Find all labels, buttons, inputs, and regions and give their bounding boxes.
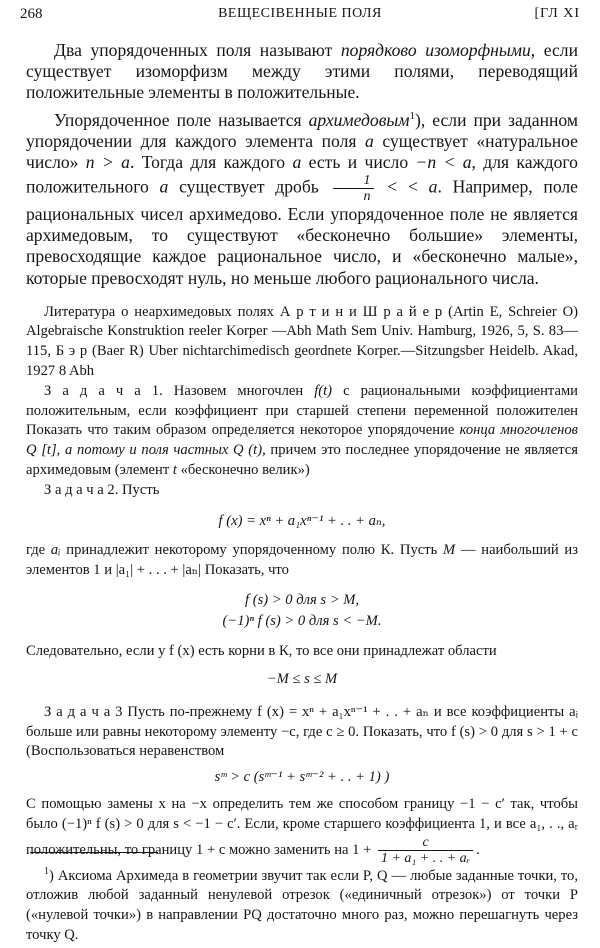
task-2: З а д а ч а 2. Пусть [44,482,160,499]
chapter-label: [ГЛ XI [534,6,580,21]
formula-positive-bound: f (s) > 0 для s > M, [245,591,359,608]
page-number: 268 [20,6,43,22]
footnote-mark: 1 [409,109,416,122]
formula-inequality: sᵐ > c (sᵐ⁻¹ + sᵐ⁻² + . . + 1) ) [214,768,390,785]
formula-sign-bound: (−1)ⁿ f (s) > 0 для s < −M. [222,613,382,630]
task-3: З а д а ч а 3 Пусть по-прежнему f (x) = xⁿ + a₁xⁿ⁻¹ + . . + aₙ и все коэффициенты aᵢ больше или равны некоторому элементу −c, где c ≥ 0. Показать, что f (s) > 0 для s > 1 + c (Воспользоваться неравенством [26,703,578,760]
fraction-one-over-n: $\frac{1}{n}$ [333,173,374,204]
page-body [26,40,578,866]
paragraph-literature: Литература о неархимедовых полях А р т и н и Ш р а й е р (Artin E, Schreier O) Algebraische Konstruktion reeler Korper —Abh Math Sem Univ. Hamburg, 1926, 5, S. 83—115, Б э р (Baer R) Uber nichtarchimedisch geordnete Korper.—Sitzungsber Heidelb. Akad, 1927 8 Abh [26,303,578,379]
term-order-isomorphic: порядково изоморфными [340,40,531,60]
term-archimedean: архимедовым [308,109,410,130]
task-3-body: С помощью замены x на −x определить тем же способом границу −1 − c′ так, чтобы было (−1)ⁿ f (s) > 0 для s < −1 − c′. Если, кроме старшего коэффициента 1, и все a₁, . ., aᵣ положительны, то границу 1 + c можно заменить на 1 + $\frac{c}{\text{1 + a₁ + . . + aᵣ}}$ . [26,796,578,866]
formula-root-region: −M ≤ s ≤ M [266,671,338,688]
page-header [20,6,580,32]
footnote-divider [30,852,158,853]
inequality-neg-n-lt-a: −n < a [415,151,472,172]
formula-polynomial: f (x) = xⁿ + a₁xⁿ⁻¹ + . . + aₙ, [218,512,386,529]
fraction-bound: $\frac{c}{\text{1 + a₁ + . . + aᵣ}}$ [378,835,473,866]
inequality-n-gt-a: n > a [85,151,130,172]
running-title: ВЕЩЕСIВЕННЫЕ ПОЛЯ [218,6,382,21]
paragraph-order-isomorphic: Два упорядоченных поля называют порядково изоморфными, если существует изоморфизм между этими полями, переводящий положительные элементы в положительные. [26,40,578,103]
task-1-label: З а д а ч а 1. [44,383,163,400]
task-2-conclusion: Следовательно, если у f (x) есть корни в К, то все они принадлежат области [26,642,497,659]
paragraph-archimedean: Упорядоченное поле называется архимедовым$^1$), если при заданном упорядочении для каждого элемента поля a существует «натуральное число» n > a. Тогда для каждого a есть и число −n < a, для каждого положительного a существует дробь $\frac{1}{n}$ < < a. Например, поле рациональных чисел архимедово. Если упорядоченное поле не является архимедовым, то существуют «бесконечно большие» элементы, превосходящие каждое рациональное число, и «бесконечно малые», которые превосходят нуль, но меньше любого рационального числа. [26,109,578,288]
footnote: $^1$) Аксиома Архимеда в геометрии звучит так если P, Q — любые заданные точки, то, отложив любой заданный ненулевой отрезок («единичный отрезок») от точки P («нулевой точки») в направлении PQ достаточно много раз, можно перешагнуть через точку Q. [26,866,578,943]
task-1: З а д а ч а 1. Назовем многочлен f(t) с рациональными коэффициентами положительным, если коэффициент при старшей степени переменной положителен Показать что таким образом определяется некоторое упорядочение конца многочленов Q [t], а потому и поля частных Q (t), причем это последнее упорядочение не является архимедовым (элемент t «бесконечно велик») [26,383,578,478]
task-2-body: где aᵢ принадлежит некоторому упорядоченному полю К. Пусть M — наибольший из элементов 1 и |a₁| + . . . + |aₙ| Показать, что [26,542,579,579]
task-2-label: З а д а ч а 2. [44,482,119,499]
task-3-label: З а д а ч а 3 [44,703,123,720]
footnote-number: 1 [44,866,49,877]
